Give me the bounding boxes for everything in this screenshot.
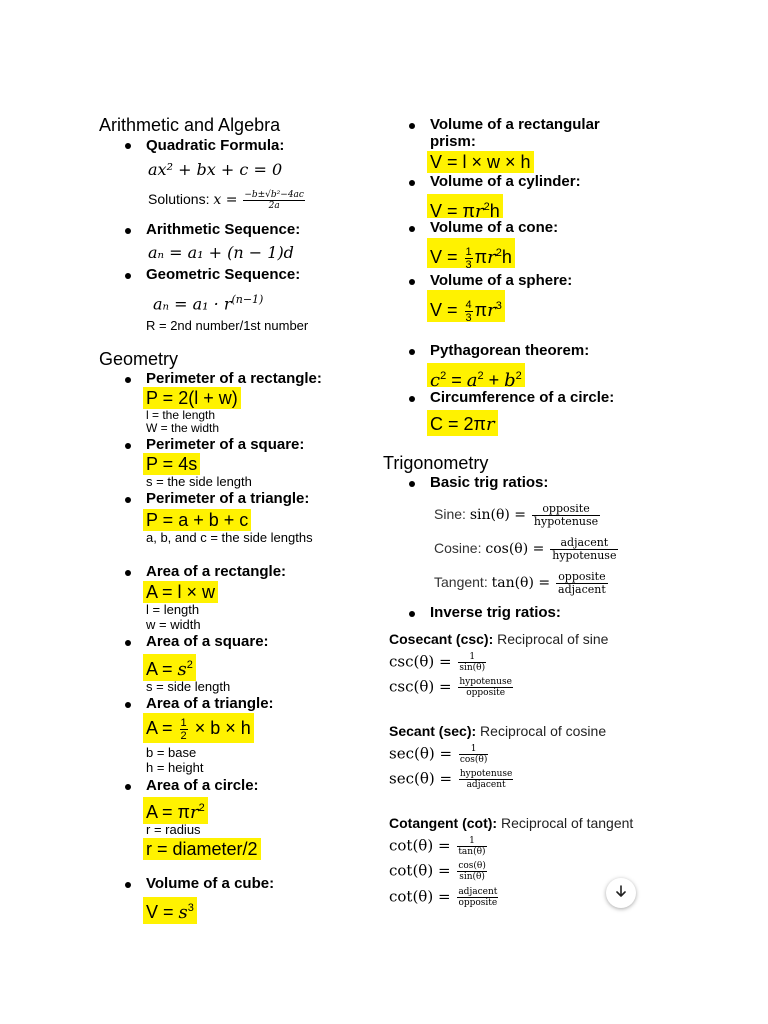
arrow-down-icon bbox=[614, 884, 628, 903]
cotangent-desc: Reciprocal of tangent bbox=[497, 815, 634, 831]
square-area-note: s = side length bbox=[146, 679, 231, 694]
exponent: 2 bbox=[186, 659, 193, 671]
cone-v: V = bbox=[430, 247, 458, 267]
fraction-denominator: sin(θ) bbox=[459, 663, 486, 673]
heading-trigonometry: Trigonometry bbox=[383, 453, 489, 473]
csc-fn: csc(θ) = bbox=[389, 677, 452, 696]
quadratic-solutions bbox=[148, 190, 307, 211]
fraction-numerator: 1 bbox=[180, 716, 187, 729]
cube-volume-v: V = bbox=[146, 902, 174, 922]
cot-fn: cot(θ) = bbox=[389, 887, 451, 906]
bullet bbox=[125, 570, 131, 576]
cone-volume-eq bbox=[427, 238, 515, 271]
geo-seq-base: aₙ = a₁ · r bbox=[153, 294, 232, 314]
pythagorean-eq bbox=[427, 363, 525, 391]
cone-volume-label: Volume of a cone: bbox=[430, 219, 559, 236]
cone-pi: π bbox=[474, 247, 488, 267]
bullet bbox=[409, 481, 415, 487]
fraction-denominator: opposite bbox=[466, 688, 506, 698]
rect-perimeter-note-length: l = the length bbox=[146, 408, 216, 422]
sine-label: Sine: bbox=[434, 506, 466, 523]
solutions-fraction bbox=[243, 190, 305, 211]
secant-heading bbox=[389, 723, 606, 739]
circle-area-eq bbox=[143, 797, 208, 824]
fraction-denominator: adjacent bbox=[466, 780, 506, 790]
rect-area-label: Area of a rectangle: bbox=[146, 563, 287, 580]
cot-row-3 bbox=[389, 887, 500, 908]
cot-fn: cot(θ) = bbox=[389, 836, 451, 855]
exponent: 2 bbox=[515, 370, 522, 382]
cosine-fn: cos(θ) = bbox=[485, 541, 545, 558]
circumference-var: r bbox=[485, 414, 495, 435]
triangle-area-a: A = bbox=[146, 718, 173, 738]
cotangent-title: Cotangent (cot): bbox=[389, 815, 498, 831]
fraction-denominator: hypotenuse bbox=[552, 549, 617, 562]
bullet bbox=[125, 784, 131, 790]
exponent: 2 bbox=[483, 201, 490, 213]
csc-fraction-2 bbox=[458, 677, 513, 698]
rect-prism-eq: V = l × w × h bbox=[427, 151, 534, 173]
pythagorean-label: Pythagorean theorem: bbox=[430, 342, 590, 359]
triangle-area-rest: × b × h bbox=[194, 718, 251, 738]
bullet bbox=[409, 180, 415, 186]
bullet bbox=[409, 611, 415, 617]
solutions-label: Solutions: bbox=[148, 191, 210, 208]
bullet bbox=[125, 882, 131, 888]
cosine-label: Cosine: bbox=[434, 540, 482, 557]
pyth-c: c bbox=[430, 370, 441, 391]
bullet bbox=[409, 349, 415, 355]
sec-fn: sec(θ) = bbox=[389, 769, 453, 788]
pyth-plus: + bbox=[483, 370, 505, 390]
cosine-fraction bbox=[550, 537, 618, 562]
bullet bbox=[125, 702, 131, 708]
fraction-numerator: 4 bbox=[465, 298, 472, 311]
sec-fn: sec(θ) = bbox=[389, 744, 453, 763]
arithmetic-sequence-eq: aₙ = a₁ + (n − 1)d bbox=[148, 243, 294, 262]
sphere-volume-eq bbox=[427, 290, 505, 322]
cot-fn: cot(θ) = bbox=[389, 861, 451, 880]
quadratic-formula-label: Quadratic Formula: bbox=[146, 137, 285, 154]
fraction-denominator: 2 bbox=[180, 729, 187, 742]
rect-perimeter-label: Perimeter of a rectangle: bbox=[146, 370, 322, 387]
fraction-numerator: 1 bbox=[459, 744, 489, 755]
basic-trig-label: Basic trig ratios: bbox=[430, 474, 549, 491]
bullet bbox=[409, 226, 415, 232]
sphere-fraction bbox=[465, 299, 473, 324]
triangle-perimeter-note: a, b, and c = the side lengths bbox=[146, 530, 313, 545]
sphere-var: r bbox=[487, 300, 496, 321]
solutions-x: x = bbox=[213, 192, 238, 209]
fraction-numerator: hypotenuse bbox=[459, 677, 512, 687]
cone-h: h bbox=[501, 247, 512, 267]
cosecant-heading bbox=[389, 631, 608, 647]
cot-fraction-2 bbox=[457, 861, 487, 882]
fraction-numerator: 1 bbox=[465, 245, 472, 258]
csc-fn: csc(θ) = bbox=[389, 652, 452, 671]
rect-perimeter-eq: P = 2(l + w) bbox=[143, 387, 241, 409]
triangle-area-fraction bbox=[180, 717, 188, 742]
heading-arithmetic-algebra: Arithmetic and Algebra bbox=[99, 115, 281, 135]
csc-fraction-1 bbox=[458, 652, 486, 673]
circumference-eq bbox=[427, 410, 498, 436]
radius-eq: r = diameter/2 bbox=[143, 838, 261, 860]
exponent: 2 bbox=[495, 247, 502, 259]
fraction-denominator: 3 bbox=[465, 311, 472, 324]
fraction-denominator: sin(θ) bbox=[459, 872, 485, 882]
rect-prism-label-line2: prism: bbox=[430, 133, 476, 150]
square-area-var: s bbox=[177, 659, 187, 680]
sphere-volume-label: Volume of a sphere: bbox=[430, 272, 573, 289]
cot-fraction-3 bbox=[457, 887, 498, 908]
circumference-label: Circumference of a circle: bbox=[430, 389, 615, 406]
bullet bbox=[409, 396, 415, 402]
fraction-numerator: 1 bbox=[458, 652, 486, 663]
cylinder-h: h bbox=[489, 201, 500, 221]
sine-fraction bbox=[532, 503, 600, 528]
cot-row-1 bbox=[389, 836, 489, 857]
triangle-perimeter-label: Perimeter of a triangle: bbox=[146, 490, 310, 507]
square-perimeter-eq: P = 4s bbox=[143, 453, 200, 475]
cylinder-volume-eq bbox=[427, 194, 503, 222]
fraction-denominator: tan(θ) bbox=[458, 847, 486, 857]
rect-area-note-width: w = width bbox=[146, 617, 201, 632]
triangle-area-note-height: h = height bbox=[146, 760, 204, 775]
heading-geometry: Geometry bbox=[99, 349, 179, 369]
circumference-c: C = 2π bbox=[430, 414, 486, 434]
cube-volume-eq bbox=[143, 897, 197, 924]
rect-area-eq: A = l × w bbox=[143, 581, 218, 603]
exponent: 3 bbox=[187, 902, 194, 914]
sphere-v: V = bbox=[430, 300, 458, 320]
pyth-a: a bbox=[466, 370, 478, 391]
cotangent-heading bbox=[389, 815, 633, 831]
tangent-row bbox=[434, 571, 610, 596]
bullet bbox=[125, 143, 131, 149]
sine-row bbox=[434, 503, 602, 528]
circle-area-var: r bbox=[189, 802, 199, 823]
cosecant-title: Cosecant (csc): bbox=[389, 631, 494, 647]
fraction-numerator: hypotenuse bbox=[459, 769, 513, 779]
rect-perimeter-note-width: W = the width bbox=[146, 421, 220, 435]
square-area-eq bbox=[143, 654, 196, 681]
cot-fraction-1 bbox=[457, 836, 486, 857]
geometric-sequence-eq bbox=[153, 293, 263, 313]
square-perimeter-label: Perimeter of a square: bbox=[146, 436, 305, 453]
sec-row-2 bbox=[389, 769, 515, 790]
bullet bbox=[125, 497, 131, 503]
bullet bbox=[125, 640, 131, 646]
secant-title: Secant (sec): bbox=[389, 723, 477, 739]
geo-seq-exponent: (n−1) bbox=[231, 293, 264, 306]
cosecant-desc: Reciprocal of sine bbox=[493, 631, 609, 647]
pyth-equals: = bbox=[446, 370, 467, 390]
bullet bbox=[125, 273, 131, 279]
square-area-a: A = bbox=[146, 659, 173, 679]
fraction-denominator: adjacent bbox=[558, 583, 606, 596]
sec-row-1 bbox=[389, 744, 490, 765]
triangle-area-note-base: b = base bbox=[146, 745, 197, 760]
tangent-fn: tan(θ) = bbox=[491, 575, 551, 592]
sec-fraction-2 bbox=[459, 769, 514, 790]
solutions-denominator: 2a bbox=[268, 201, 280, 211]
csc-row-1 bbox=[389, 652, 488, 673]
fraction-numerator: adjacent bbox=[458, 887, 498, 897]
bullet bbox=[409, 279, 415, 285]
cosine-row bbox=[434, 537, 620, 562]
fraction-numerator: opposite bbox=[556, 571, 608, 584]
exponent: 2 bbox=[477, 370, 484, 382]
csc-row-2 bbox=[389, 677, 515, 698]
geometric-sequence-label: Geometric Sequence: bbox=[146, 266, 301, 283]
exponent: 3 bbox=[495, 300, 502, 312]
circle-area-label: Area of a circle: bbox=[146, 777, 259, 794]
inverse-trig-label: Inverse trig ratios: bbox=[430, 604, 561, 621]
bullet bbox=[125, 228, 131, 234]
pyth-b: b bbox=[504, 370, 516, 391]
arithmetic-sequence-label: Arithmetic Sequence: bbox=[146, 221, 301, 238]
triangle-area-label: Area of a triangle: bbox=[146, 695, 274, 712]
cylinder-var: r bbox=[474, 201, 484, 222]
square-perimeter-note: s = the side length bbox=[146, 474, 252, 489]
cot-row-2 bbox=[389, 861, 489, 882]
geometric-note: R = 2nd number/1st number bbox=[146, 318, 309, 333]
cylinder-volume-label: Volume of a cylinder: bbox=[430, 173, 581, 190]
bullet bbox=[125, 443, 131, 449]
scroll-down-button[interactable] bbox=[606, 878, 636, 908]
fraction-numerator: opposite bbox=[532, 503, 600, 516]
solutions-numerator: −b±√b²−4ac bbox=[244, 190, 304, 200]
fraction-numerator: cos(θ) bbox=[458, 861, 486, 871]
secant-desc: Reciprocal of cosine bbox=[476, 723, 607, 739]
triangle-perimeter-eq: P = a + b + c bbox=[143, 509, 251, 531]
sine-fn: sin(θ) = bbox=[469, 507, 527, 524]
fraction-numerator: 1 bbox=[457, 836, 486, 847]
cylinder-v: V = π bbox=[430, 201, 475, 221]
fraction-denominator: 3 bbox=[465, 258, 472, 271]
rect-prism-label-line1: Volume of a rectangular bbox=[430, 116, 600, 133]
fraction-numerator: adjacent bbox=[550, 537, 618, 550]
fraction-denominator: opposite bbox=[458, 898, 498, 908]
sec-fraction-1 bbox=[459, 744, 489, 765]
cone-fraction bbox=[465, 246, 473, 271]
quadratic-equation: ax² + bx + c = 0 bbox=[148, 160, 283, 179]
circle-area-note: r = radius bbox=[146, 822, 201, 837]
exponent: 2 bbox=[440, 370, 447, 382]
cube-volume-label: Volume of a cube: bbox=[146, 875, 275, 892]
triangle-area-eq bbox=[143, 713, 254, 743]
circle-area-a: A = π bbox=[146, 802, 190, 822]
rect-area-note-length: l = length bbox=[146, 602, 200, 617]
cone-var: r bbox=[487, 247, 496, 268]
bullet bbox=[125, 377, 131, 383]
tangent-fraction bbox=[556, 571, 608, 596]
fraction-denominator: cos(θ) bbox=[459, 755, 488, 765]
fraction-denominator: hypotenuse bbox=[533, 515, 599, 528]
tangent-label: Tangent: bbox=[434, 574, 488, 591]
cube-volume-var: s bbox=[178, 902, 188, 923]
exponent: 2 bbox=[198, 802, 205, 814]
sphere-pi: π bbox=[474, 300, 488, 320]
bullet bbox=[409, 123, 415, 129]
square-area-label: Area of a square: bbox=[146, 633, 269, 650]
